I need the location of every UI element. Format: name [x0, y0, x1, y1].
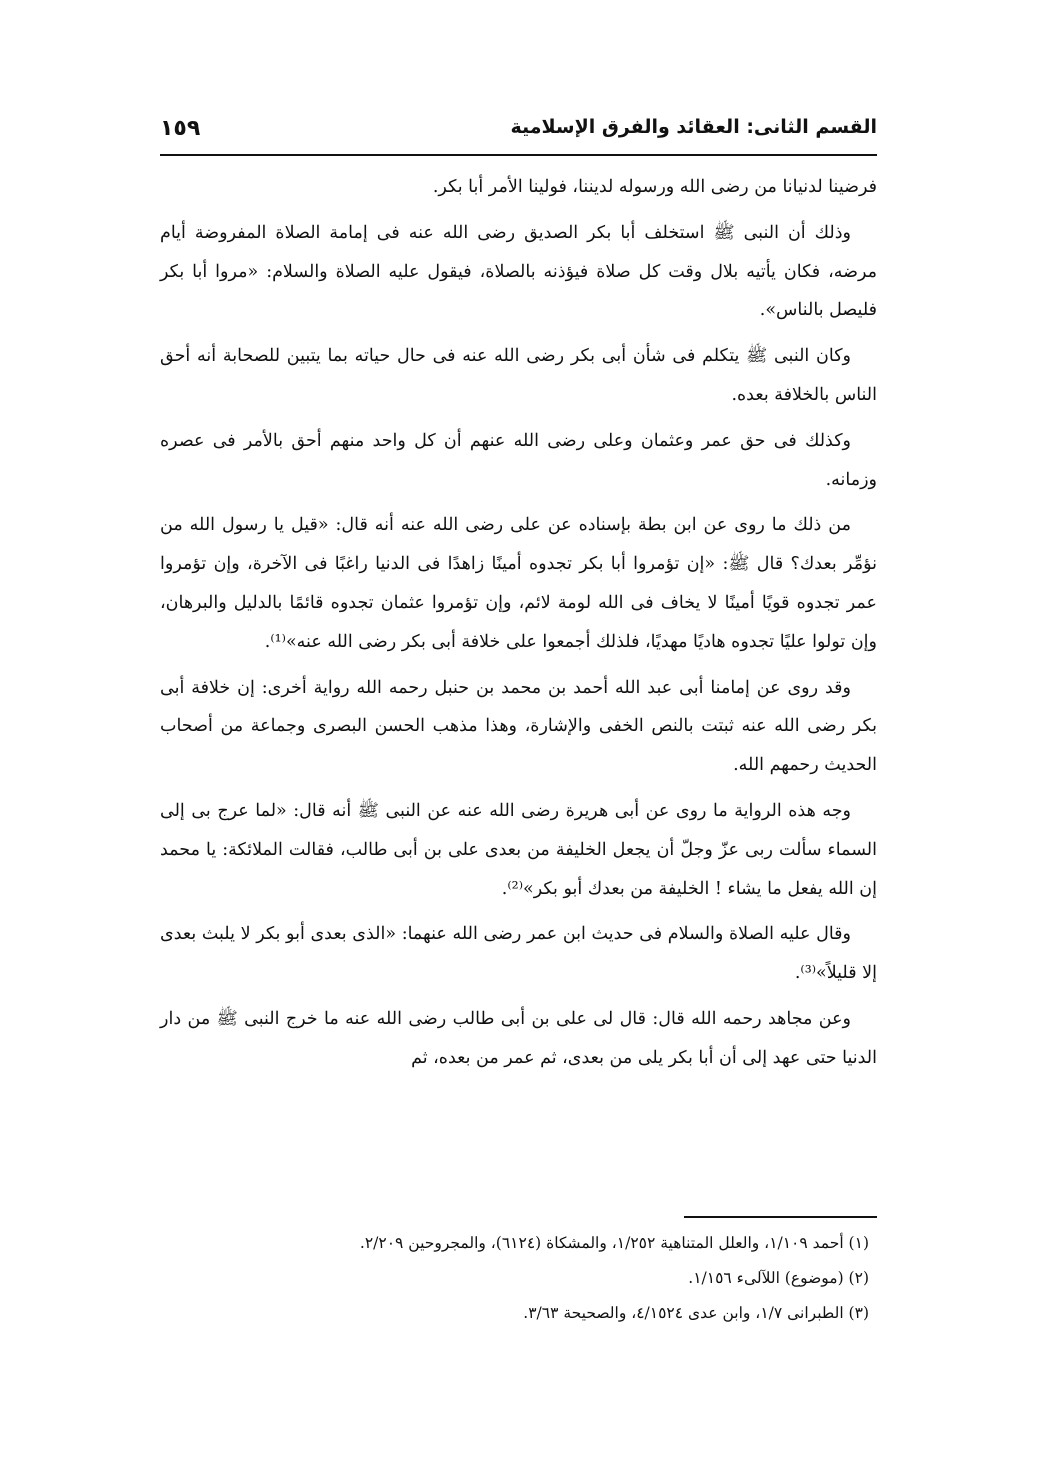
paragraph: من ذلك ما روى عن ابن بطة بإسناده عن على رضى الله عنه أنه قال: «قيل يا رسول الله من نؤمِّر بعدك؟ قال ﷺ: «إن تؤمروا أبا بكر تجدوه أمينًا زاهدًا فى الدنيا راغبًا فى الآخرة، وإن تؤمروا عمر تجدوه قويًا أمينًا لا يخاف فى الله لومة لائم، وإن تؤمروا عثمان تجدوه قائمًا بالدليل والبرهان، وإن تولوا عليًا تجدوه هاديًا مهديًا، فلذلك أجمعوا على خلافة أبى بكر رضى الله عنه»⁽¹⁾. [160, 515, 877, 652]
paragraph: فرضينا لدنيانا من رضى الله ورسوله لديننا، فولينا الأمر أبا بكر. [432, 177, 877, 197]
paragraph: وقال عليه الصلاة والسلام فى حديث ابن عمر رضى الله عنهما: «الذى بعدى أبو بكر لا يلبث بعدى إلا قليلاً»⁽³⁾. [160, 924, 877, 984]
paragraph: وعن مجاهد رحمه الله قال: قال لى على بن أبى طالب رضى الله عنه ما خرج النبى ﷺ من دار الدنيا حتى عهد إلى أن أبا بكر يلى من بعدى، ثم عمر من بعده، ثم [160, 1008, 877, 1068]
footnote-divider [684, 1216, 877, 1218]
main-text [160, 168, 877, 1085]
paragraph: وذلك أن النبى ﷺ استخلف أبا بكر الصديق رضى الله عنه فى إمامة الصلاة المفروضة أيام مرضه، فكان يأتيه بلال وقت كل صلاة فيؤذنه بالصلاة، فيقول عليه الصلاة والسلام: «مروا أبا بكر فليصل بالناس». [160, 222, 877, 321]
footnote: (٣) الطبرانى ١/٧، وابن عدى ٤/١٥٢٤، والصحيحة ٣/٦٣. [523, 1304, 869, 1322]
page-number: ١٥٩ [160, 116, 201, 141]
footnote: (٢) (موضوع) اللآلىء ١/١٥٦. [688, 1269, 869, 1287]
footnote: (١) أحمد ١/١٠٩، والعلل المتناهية ١/٢٥٢، والمشكاة (٦١٢٤)، والمجروحين ٢/٢٠٩. [359, 1234, 869, 1252]
footnotes [160, 1226, 877, 1331]
paragraph: وكان النبى ﷺ يتكلم فى شأن أبى بكر رضى الله عنه فى حال حياته بما يتبين للصحابة أنه أحق الناس بالخلافة بعده. [160, 346, 877, 405]
running-header [160, 112, 877, 152]
header-divider [160, 154, 877, 156]
paragraph: وكذلك فى حق عمر وعثمان وعلى رضى الله عنهم أن كل واحد منهم أحق بالأمر فى عصره وزمانه. [160, 430, 877, 490]
paragraph: وقد روى عن إمامنا أبى عبد الله أحمد بن محمد بن حنبل رحمه الله رواية أخرى: إن خلافة أبى بكر رضى الله عنه ثبتت بالنص الخفى والإشارة، وهذا مذهب الحسن البصرى وجماعة من أصحاب الحديث رحمهم الله. [160, 677, 877, 776]
section-title: القسم الثانى: العقائد والفرق الإسلامية [510, 116, 877, 138]
paragraph: وجه هذه الرواية ما روى عن أبى هريرة رضى الله عنه عن النبى ﷺ أنه قال: «لما عرج بى إلى السماء سألت ربى عزّ وجلّ أن يجعل الخليفة من بعدى على بن أبى طالب، فقالت الملائكة: يا محمد إن الله يفعل ما يشاء ! الخليفة من بعدك أبو بكر»⁽²⁾. [160, 800, 877, 899]
